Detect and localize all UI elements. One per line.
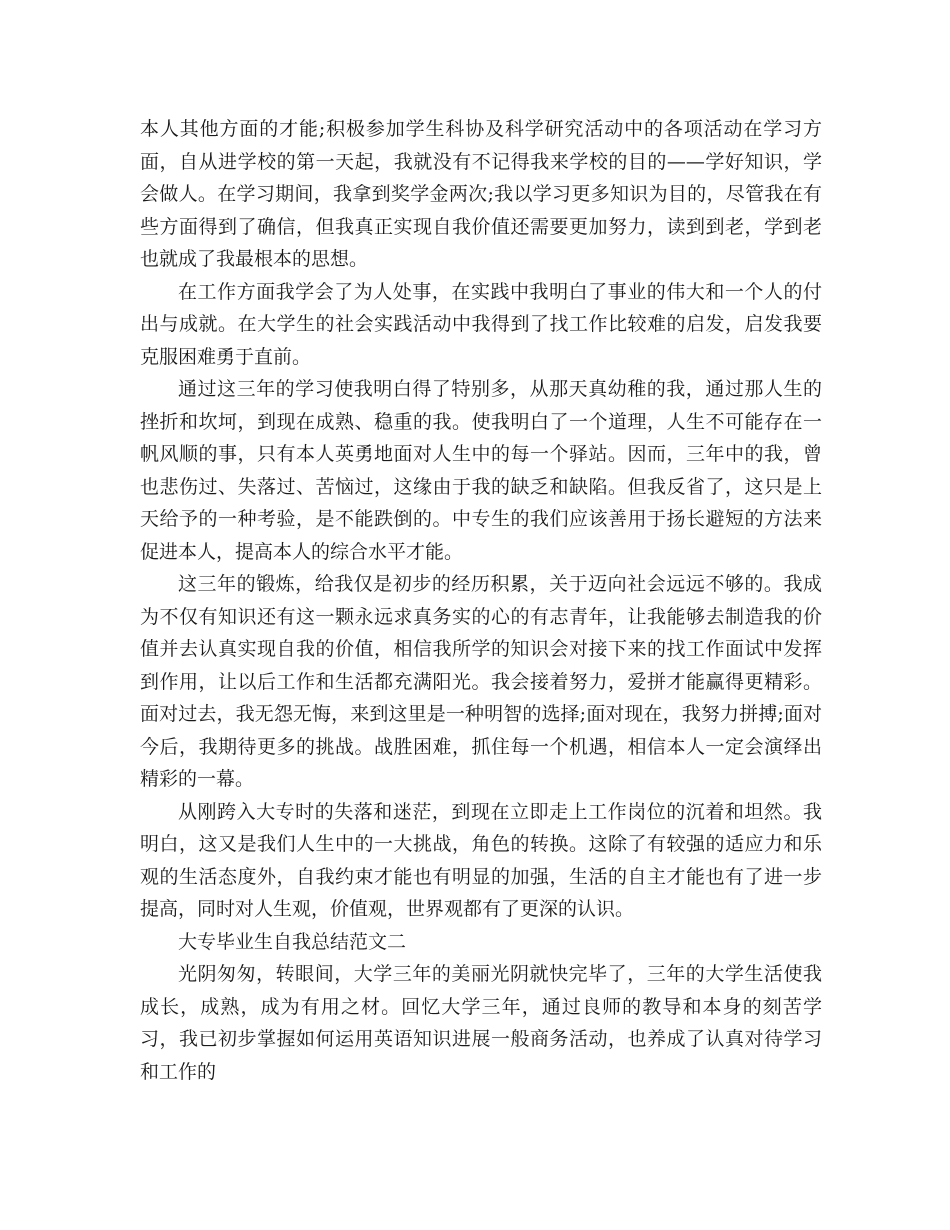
document-body [140, 113, 822, 1088]
paragraph-1: 本人其他方面的才能;积极参加学生科协及科学研究活动中的各项活动在学习方面，自从进学校的第一天起，我就没有不记得我来学校的目的——学好知识，学会做人。在学习期间，我拿到奖学金两次;我以学习更多知识为目的，尽管我在有些方面得到了确信，但我真正实现自我价值还需要更加努力，读到到老，学到老也就成了我最根本的思想。 [140, 118, 822, 270]
paragraph-6: 光阴匆匆，转眼间，大学三年的美丽光阴就快完毕了，三年的大学生活使我成长，成熟，成为有用之材。回忆大学三年，通过良师的教导和本身的刻苦学习，我已初步掌握如何运用英语知识进展一般商务活动，也养成了认真对待学习和工作的 [140, 963, 822, 1083]
paragraph-5: 从刚跨入大专时的失落和迷茫，到现在立即走上工作岗位的沉着和坦然。我明白，这又是我们人生中的一大挑战，角色的转换。这除了有较强的适应力和乐观的生活态度外，自我约束才能也有明显的加强，生活的自主才能也有了进一步提高，同时对人生观，价值观，世界观都有了更深的认识。 [140, 800, 822, 920]
paragraph-2: 在工作方面我学会了为人处事，在实践中我明白了事业的伟大和一个人的付出与成就。在大学生的社会实践活动中我得到了找工作比较难的启发，启发我要克服困难勇于直前。 [140, 280, 822, 368]
paragraph-3: 通过这三年的学习使我明白得了特别多，从那天真幼稚的我，通过那人生的挫折和坎坷，到现在成熟、稳重的我。使我明白了一个道理，人生不可能存在一帆风顺的事，只有本人英勇地面对人生中的每一个驿站。因而，三年中的我，曾也悲伤过、失落过、苦恼过，这缘由于我的缺乏和缺陷。但我反省了，这只是上天给予的一种考验，是不能跌倒的。中专生的我们应该善用于扬长避短的方法来促进本人，提高本人的综合水平才能。 [140, 378, 822, 563]
section-heading: 大专毕业生自我总结范文二 [178, 930, 407, 953]
paragraph-4: 这三年的锻炼，给我仅是初步的经历积累，关于迈向社会远远不够的。我成为不仅有知识还有这一颗永远求真务实的心的有志青年，让我能够去制造我的价值并去认真实现自我的价值，相信我所学的知识会对接下来的找工作面试中发挥到作用，让以后工作和生活都充满阳光。我会接着努力，爱拼才能赢得更精彩。面对过去，我无怨无悔，来到这里是一种明智的选择;面对现在，我努力拼搏;面对今后，我期待更多的挑战。战胜困难，抓住每一个机遇，相信本人一定会演绎出精彩的一幕。 [140, 573, 822, 790]
